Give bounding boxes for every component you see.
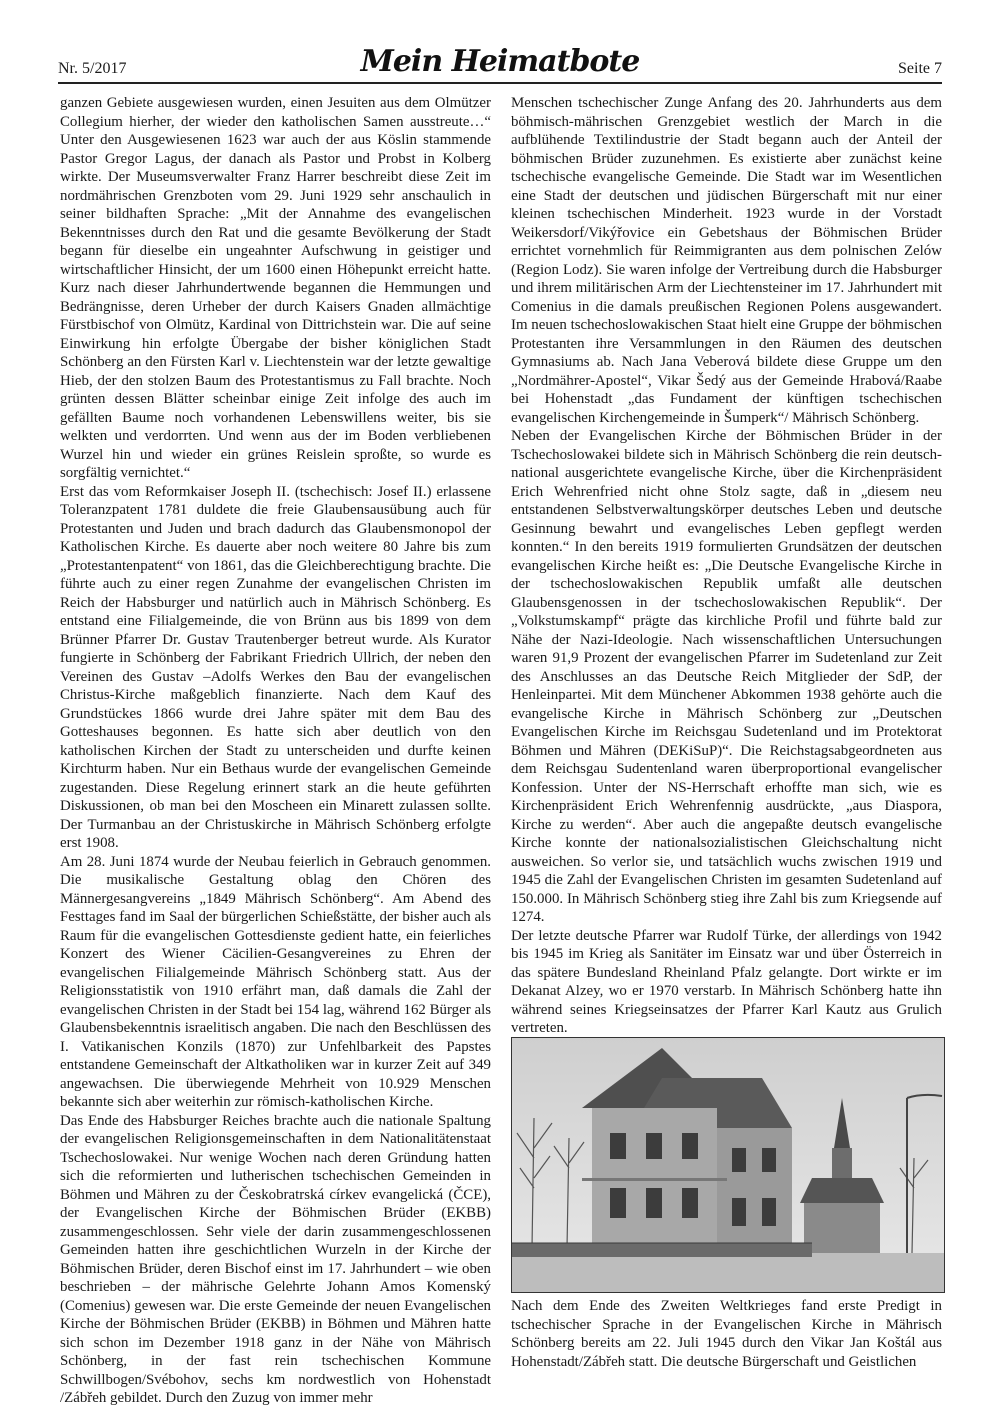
paragraph: Am 28. Juni 1874 wurde der Neubau feierlich in Gebrauch genommen. Die musikalische Gestaltung oblag den Chören des Männergesangvereins „1849 Mährisch Schönberg“. Am Abend des Festtages fand im Saal der bürgerlichen Schießstätte, der bisher auch als Raum für die evangelischen Gottesdienste gedient hatte, ein feierliches Konzert des Wiener Cäcilien-Gesangvereines zu Ehren der evangelischen Filialgemeinde Mährisch Schönberg statt. Aus der Religionsstatistik von 1910 erfährt man, daß damals die Zahl der evangelischen Christen in der Stadt bei 154 lag, während 162 Bürger als Glaubensbekenntnis israelitisch angaben. Die nach den Beschlüssen des I. Vatikanischen Konzils (1870) zur Unfehlbarkeit des Papstes entstandene Gemeinschaft der Altkatholiken war in kurzer Zeit auf 349 angewachsen. Die überwiegende Mehrheit von 10.929 Menschen bekannte sich aber weiterhin zur römisch-katholischen Kirche. (60, 853, 491, 1110)
paragraph: Neben der Evangelischen Kirche der Böhmischen Brüder in der Tschechoslowakei bildete sich in Mährisch Schönberg die rein deutsch-national ausgerichtete evangelische Kirche, über die Kirchenpräsident Erich Wehrenfried nicht ohne Stolz sagte, daß in „diesem neu entstandenen Selbstverwaltungskörper deutsches Leben und deutsche Gesinnung bewahrt und evangelisches Leben gepflegt werden konnten.“ In den bereits 1919 formulierten Grundsätzen der deutschen evangelischen Kirche heißt es: „Die Deutsche Evangelische Kirche in der tschechoslowakischen Republik umfaßt alle deutschen Glaubensgenossen in der tschechoslowakischen Republik“. Der „Volkstumskampf“ prägte das kirchliche Profil und führte bald zur Nähe der Nazi-Ideologie. Nach wissenschaftlichen Untersuchungen waren 91,9 Prozent der evangelischen Pfarrer im Sudetenland zur Zeit des Anschlusses an das Deutsche Reich Mitglieder der SdP, der Henleinpartei. Mit dem Münchener Abkommen 1938 gehörte auch die evangelische Kirche in Mährisch Schönberg zur „Deutschen Evangelischen Kirche im Reichsgau Sudetenland und im Protektorat Böhmen und Mähren (DEKiSuP)“. Die Reichstagsabgeordneten aus dem Reichsgau Sudentenland waren überproportional evangelischer Konfession. Unter der NS-Herrschaft erhoffte man sich, wie es Kirchenpräsident Erich Wehrenfennig ausdrückte, „aus Diaspora, Kirche zu werden“. Aber auch die angepaßte deutsch evangelische Kirche konnte der nationalsozialistischen Gleichschaltung nicht ausweichen. So verlor sie, und tatsächlich wuchs zwischen 1919 und 1945 die Zahl der Evangelischen Christen im gesamten Sudetenland auf 150.000. In Mährisch Schönberg stieg ihre Zahl bis zum Kriegsende auf 1274. (511, 428, 942, 925)
page-number: Seite 7 (898, 60, 942, 77)
right-column (511, 94, 942, 1038)
paragraph: Das Ende des Habsburger Reiches brachte auch die nationale Spaltung der evangelischen Religionsgemeinschaften in dem Nationalitätenstaat Tschechoslowakei. Nur wenige Wochen nach deren Gründung hatten sich die reformierten und lutherischen tschechischen Gemeinden in Böhmen und Mähren zu der Českobratrská církev evangelická (ČCE), der Evangelischen Kirche der Böhmischen Brüder (EKBB) zusammengeschlossen. Sehr viele der darin zusammengeschlossenen Gemeinden hatten ihre geschichtlichen Wurzeln in der Kirche der Böhmischen Brüder, deren Bischof einst im 17. Jahrhundert – wie oben beschrieben – der mährische Gelehrte Johann Amos Komenský (Comenius) gewesen war. Die erste Gemeinde der neuen Evangelischen Kirche der Böhmischen Brüder (EKBB) in Böhmen und Mähren hatte sich schon im Dezember 1918 ganz in der Nähe von Mährisch Schönberg, in der fast rein tschechischen Kommune Schwillbogen/Svébohov, sechs km nordwestlich von Hohenstadt /Zábřeh gebildet. Durch den Zuzug von immer mehr (60, 1112, 491, 1406)
church-photo-drawing (512, 1038, 944, 1292)
masthead-logo: Mein Heimatbote (360, 44, 640, 79)
caption-text: Nach dem Ende des Zweiten Weltkrieges fand erste Predigt in tschechischer Sprache in der Evangelischen Kirche in Mährisch Schönberg bereits am 22. Juli 1945 durch den Vikar Jan Koštál aus Hohenstadt/Zábřeh statt. Die deutsche Bürgerschaft und Geistlichen (511, 1298, 942, 1370)
paragraph: Der letzte deutsche Pfarrer war Rudolf Türke, der allerdings von 1942 bis 1945 im Krieg als Sanitäter im Einsatz war und über Österreich in das spätere Bundesland Rheinland Pfalz gelangte. Dort wirkte er im Dekanat Alzey, wo er 1970 verstarb. In Mährisch Schönberg hatte ihn während seines Kriegseinsatzes der Pfarrer Karl Kautz aus Grulich vertreten. (511, 927, 942, 1036)
paragraph: ganzen Gebiete ausgewiesen wurden, einen Jesuiten aus dem Olmützer Collegium hierher, der wieder den katholischen Samen ausstreute…“ Unter den Ausgewiesenen 1623 war auch der aus Köslin stammende Pastor Gregor Lagus, der danach als Pastor und Probst in Kolberg wirkte. Der Museumsverwalter Franz Harrer beschreibt diese Zeit im nordmährischen Grenzboten vom 29. Juni 1929 sehr anschaulich in seiner bildhaften Sprache: „Mit der Annahme des evangelischen Bekenntnisses durch den Rat und die gesamte Bevölkerung der Stadt begann für dieselbe ein ungeahnter Aufschwung in geistiger und wirtschaftlicher Hinsicht, der um 1600 einen Höhepunkt erreicht hatte. Kurz nach dieser Jahrhundertwende begannen die Hemmungen und Bedrängnisse, deren Urheber der durch Kaisers Gnaden allmächtige Fürstbischof von Olmütz, Kardinal von Dittrichstein war. Die auf seine Einwirkung hin erfolgte Übergabe der bisher königlichen Stadt Schönberg an den Fürsten Karl v. Liechtenstein war der letzte gewaltige Hieb, der den stolzen Baum des Protestantismus zu Fall brachte. Noch grünten dessen Blätter scheinbar einige Zeit infolge des auch im gefällten Baume noch vorhandenen Lebenswillens weiter, bis sie welkten und verdorrten. Und wenn aus der im Boden verbliebenen Wurzel hin und wieder ein grünes Reislein sproßte, so wurde es sorgfältig vernichtet.“ (60, 95, 491, 481)
photo-caption (511, 1297, 942, 1371)
issue-number: Nr. 5/2017 (58, 60, 127, 77)
left-column (60, 94, 491, 1408)
church-photo (511, 1037, 945, 1293)
header-rule (58, 82, 942, 84)
paragraph: Erst das vom Reformkaiser Joseph II. (tschechisch: Josef II.) erlassene Toleranzpatent 1781 duldete die freie Glaubensausübung auch für Protestanten und Juden und brach dadurch das Glaubensmonopol der Katholischen Kirche. Es dauerte aber noch weitere 80 Jahre bis zum „Protestantenpatent“ von 1861, das die Gleichberechtigung brachte. Die führte auch zu einer regen Zunahme der evangelischen Christen im Reich der Habsburger und natürlich auch in Mährisch Schönberg. Es entstand eine Filialgemeinde, die von Brünn aus bis 1899 von dem Brünner Pfarrer Dr. Gustav Trautenberger betreut wurde. Als Kurator fungierte in Schönberg der Fabrikant Friedrich Ullrich, der neben den Vereinen des Gustav –Adolfs Werkes den Bau der evangelischen Christus-Kirche maßgeblich finanzierte. Nach dem Kauf des Grundstückes 1866 wurde drei Jahre später mit dem Bau des Gotteshauses begonnen. Es hatte sich aber deutlich von den katholischen Kirchen der Stadt zu unterscheiden und durfte keinen Kirchturm haben. Nur ein Bethaus wurde der evangelischen Gemeinde zugestanden. Diese Regelung erinnert stark an die heute geführten Diskussionen, ob man bei den Moscheen ein Minarett zulassen sollte. Der Turmanbau an der Christuskirche in Mährisch Schönberg erfolgte erst 1908. (60, 483, 491, 851)
paragraph: Menschen tschechischer Zunge Anfang des 20. Jahrhunderts aus dem böhmisch-mährischen Grenzgebiet westlich der March in die aufblühende Textilindustrie der Stadt begann auch der Anteil der böhmischen Brüder zuzunehmen. Es existierte aber zunächst keine tschechische evangelische Gemeinde. Die Stadt war im Wesentlichen eine Stadt der deutschen und jüdischen Bürgerschaft mit nur einer kleinen tschechischen Minderheit. 1923 wurde in der Vorstadt Weikersdorf/Vikýřovice ein Gebetshaus der Böhmischen Brüder errichtet vornehmlich für Reimmigranten aus dem polnischen Zelów (Region Lodz). Sie waren infolge der Vertreibung durch die Habsburger und ihrem militärischen Arm der Liechtensteiner im 17. Jahrhundert mit Comenius in die damals preußischen Regionen Polens ausgewandert. Im neuen tschechoslowakischen Staat hielt eine Gruppe der böhmischen Protestanten ihre Versammlungen in den Räumen des deutschen Gymnasiums ab. Nach Jana Veberová bildete diese Gruppe um den „Nordmährer-Apostel“, Vikar Šedý aus der Gemeinde Hrabová/Raabe bei Hohenstadt „das Fundament der künftigen tschechischen evangelischen Kirchengemeinde in Šumperk“/ Mährisch Schönberg. (511, 95, 942, 426)
